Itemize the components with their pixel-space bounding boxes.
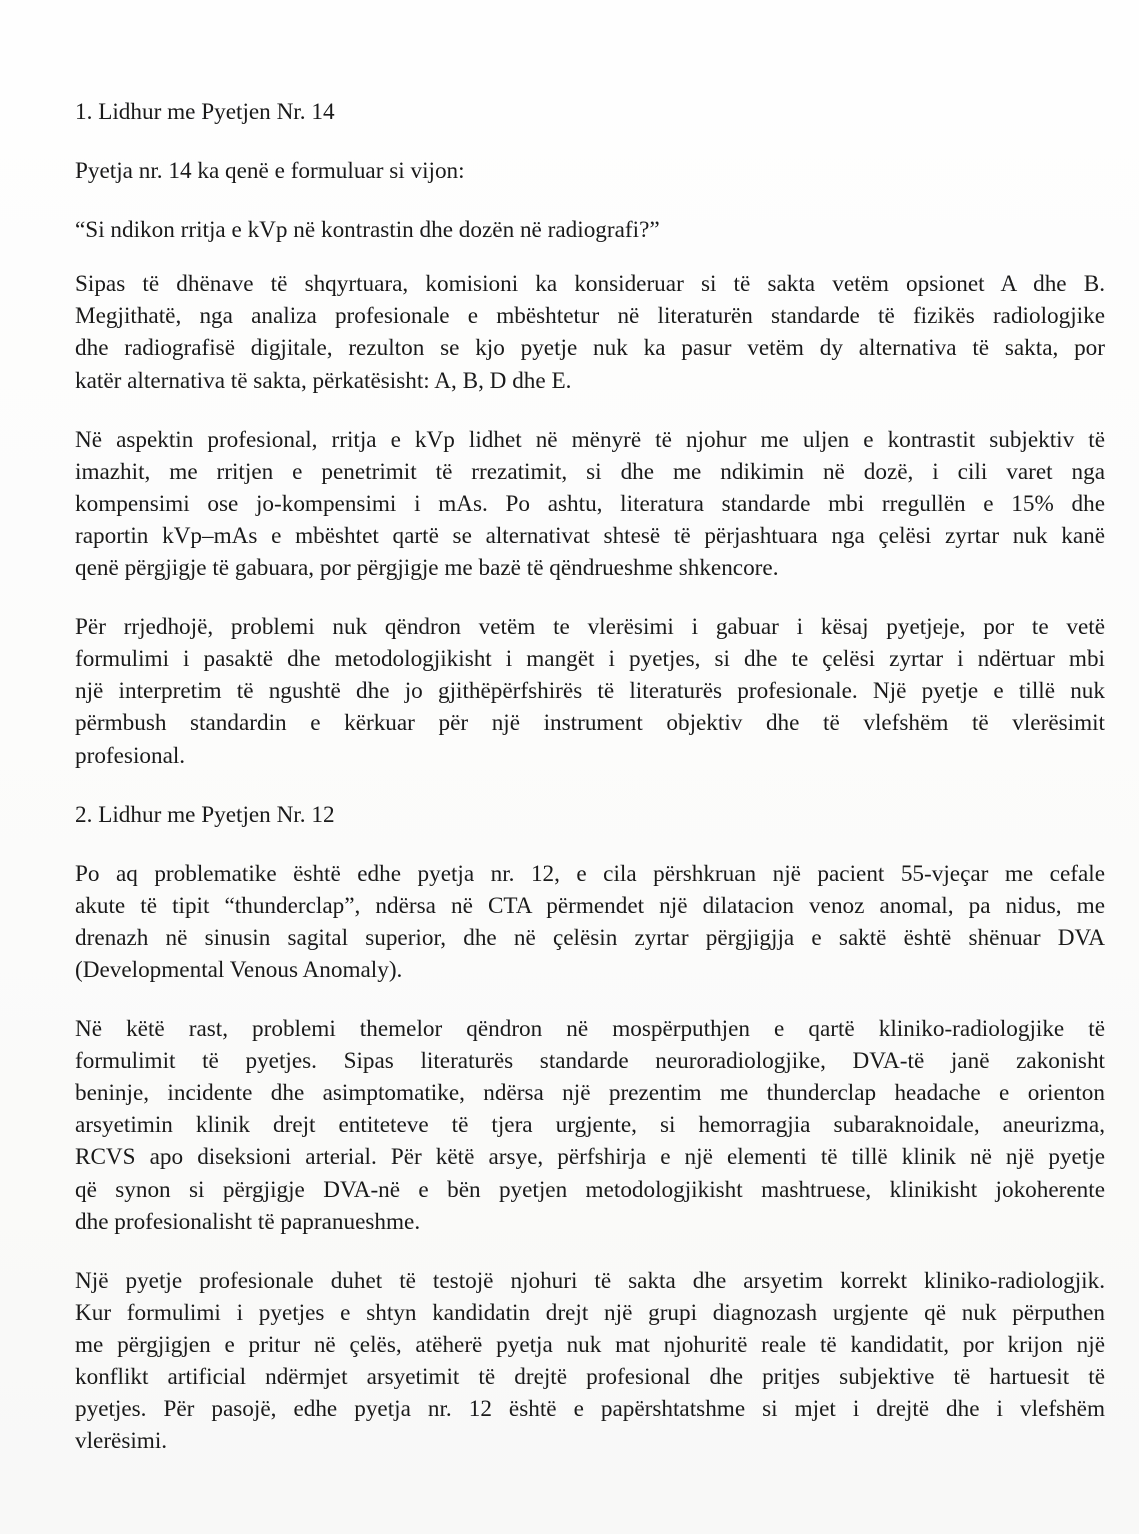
section-heading-12: 2. Lidhur me Pyetjen Nr. 12 [75, 801, 335, 828]
text-line: (Developmental Venous Anomaly). [75, 956, 403, 983]
text-line: raportin kVp–mAs e mbështet qartë se alternativat shtesë të përjashtuara nga çelësi zyrtar nuk kanë [75, 522, 1105, 549]
text-line: Në këtë rast, problemi themelor qëndron në mospërputhjen e qartë kliniko-radiologjike të [75, 1016, 1105, 1043]
text-line: dhe profesionalisht të papranueshme. [75, 1208, 421, 1235]
text-line: që synon si përgjigje DVA-në e bën pyetjen metodologjikisht mashtruese, klinikisht jokoherente [75, 1176, 1105, 1203]
paragraph [75, 611, 1105, 771]
text-line: formulimit të pyetjes. Sipas literaturës standarde neuroradiologjike, DVA-të janë zakonisht [75, 1048, 1105, 1075]
text-line: Megjithatë, nga analiza profesionale e mbështetur në literaturën standarde të fizikës radiologjike [75, 303, 1105, 330]
text-line: qenë përgjigje të gabuara, por përgjigje me bazë të qëndrueshme shkencore. [75, 555, 779, 582]
text-line: me përgjigjen e pritur në çelës, atëherë pyetja nuk mat njohuritë reale të kandidatit, por krijon një [75, 1331, 1105, 1358]
text-line: arsyetimin klinik drejt entiteteve të tjera urgjente, si hemorragjia subaraknoidale, aneurizma, [75, 1112, 1105, 1139]
text-line: Në aspektin profesional, rritja e kVp lidhet në mënyrë të njohur me uljen e kontrastit subjektiv të [75, 426, 1105, 453]
section-question-12 [75, 799, 1105, 1458]
question-quote: “Si ndikon rritja e kVp në kontrastin dhe dozën në radiografi?” [75, 217, 660, 244]
question-intro: Pyetja nr. 14 ka qenë e formuluar si vijon: [75, 158, 465, 185]
paragraph [75, 1013, 1105, 1238]
text-line: një interpretim të ngushtë dhe jo gjithëpërfshirës të literaturës profesionale. Një pyetje e tillë nuk [75, 678, 1105, 705]
text-line: Po aq problematike është edhe pyetja nr. 12, e cila përshkruan një pacient 55-vjeçar me cefale [75, 860, 1105, 887]
text-line: Një pyetje profesionale duhet të testojë njohuri të sakta dhe arsyetim korrekt kliniko-radiologjik. [75, 1267, 1105, 1294]
text-line: formulimi i pasaktë dhe metodologjikisht i mangët i pyetjes, si dhe te çelësi zyrtar i ndërtuar mbi [75, 646, 1105, 673]
paragraph [75, 858, 1105, 986]
text-line: vlerësimi. [75, 1428, 168, 1455]
text-line: Sipas të dhënave të shqyrtuara, komisioni ka konsideruar si të sakta vetëm opsionet A dhe B. [75, 271, 1105, 298]
text-line: konflikt artificial ndërmjet arsyetimit të drejtë profesional dhe pritjes subjektive të hartuesit të [75, 1364, 1105, 1390]
text-line: kompensimi ose jo-kompensimi i mAs. Po ashtu, literatura standarde mbi rregullën e 15% dhe [75, 490, 1105, 517]
text-line: RCVS apo diseksioni arterial. Për këtë arsye, përfshirja e një elementi të tillë klinik në një pyetje [75, 1144, 1105, 1171]
section-question-14 [75, 96, 1105, 772]
text-line: akute të tipit “thunderclap”, ndërsa në CTA përmendet një dilatacion venoz anomal, pa nidus, me [75, 892, 1105, 919]
text-line: Kur formulimi i pyetjes e shtyn kandidatin drejt një grupi diagnozash urgjente që nuk përputhen [75, 1299, 1105, 1326]
text-line: profesional. [75, 742, 186, 769]
paragraph [75, 1265, 1105, 1458]
document-body [75, 96, 1105, 1457]
text-line: imazhit, me rritjen e penetrimit të rrezatimit, si dhe me ndikimin në dozë, i cili varet nga [75, 458, 1105, 485]
text-line: drenazh në sinusin sagital superior, dhe në çelësin zyrtar përgjigjja e saktë është shënuar DVA [75, 924, 1105, 951]
text-line: dhe radiografisë digjitale, rezulton se kjo pyetje nuk ka pasur vetëm dy alternativa të sakta, por [75, 335, 1105, 362]
text-line: katër alternativa të sakta, përkatësisht: A, B, D dhe E. [75, 367, 572, 394]
text-line: përmbush standardin e kërkuar për një instrument objektiv dhe të vlefshëm të vlerësimit [75, 710, 1105, 737]
text-line: Për rrjedhojë, problemi nuk qëndron vetëm te vlerësimi i gabuar i kësaj pyetjeje, por te vetë [75, 614, 1105, 641]
paragraph [75, 268, 1105, 396]
paragraph [75, 424, 1105, 584]
section-heading-14: 1. Lidhur me Pyetjen Nr. 14 [75, 99, 335, 125]
text-line: pyetjes. Për pasojë, edhe pyetja nr. 12 është e papërshtatshme si mjet i drejtë dhe i vlefshëm [75, 1396, 1105, 1423]
text-line: beninje, incidente dhe asimptomatike, ndërsa një prezentim me thunderclap headache e orienton [75, 1080, 1105, 1107]
